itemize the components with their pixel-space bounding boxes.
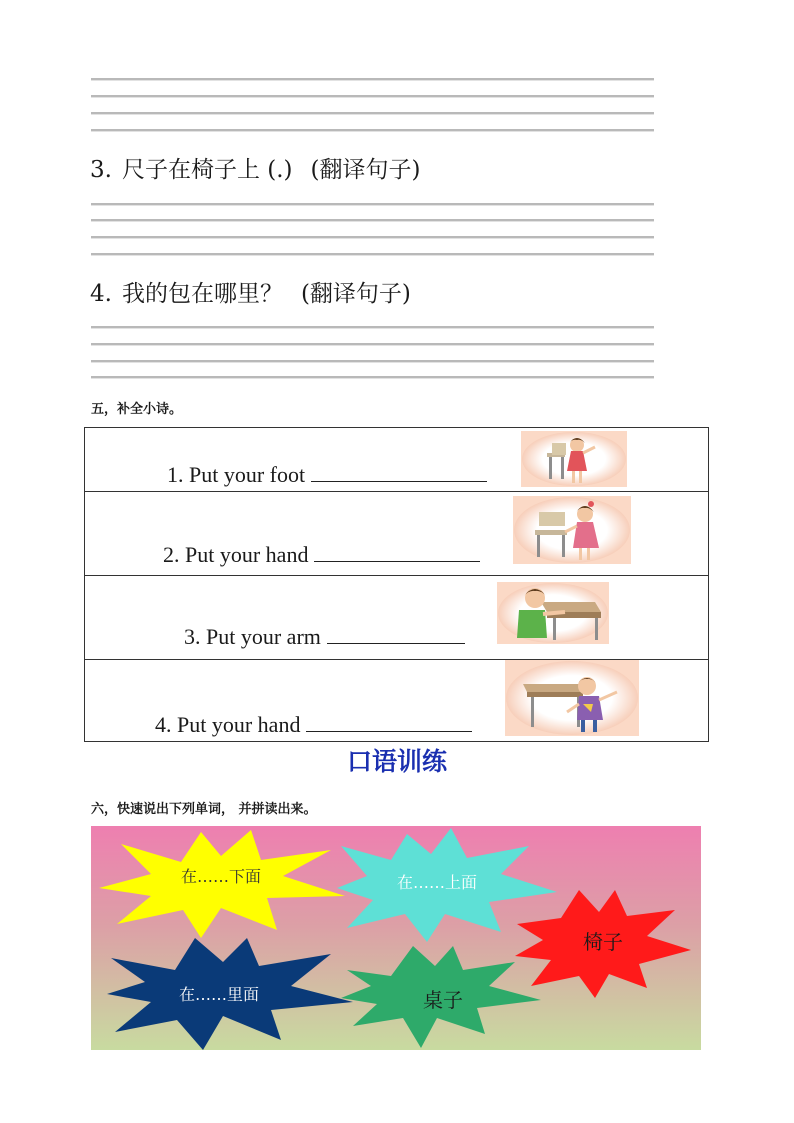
boy-hand-under-desk-image [505,660,639,736]
writing-lines-3[interactable] [91,326,654,380]
poem-row [85,428,708,492]
oral-training-title: 口语训练 [346,747,447,776]
writing-lines-2[interactable] [91,203,654,257]
burst-label-desk: 桌子 [423,988,463,1012]
girl-hand-on-chair-image [513,496,631,564]
question-3 [90,151,420,184]
question-number: 4. [90,281,112,307]
answer-blank[interactable] [327,625,465,644]
question-instruction: (翻译句子) [300,281,411,307]
section-5-title: 五，补全小诗。 [91,402,183,417]
answer-blank[interactable] [314,543,480,562]
burst-label-on: 在……上面 [397,873,478,892]
poem-line-text: 1. Put your foot [167,462,487,488]
question-number: 3. [90,157,112,183]
burst-label-under: 在……下面 [181,867,262,886]
answer-blank[interactable] [306,713,472,732]
writing-lines-1[interactable] [91,78,654,132]
girl-foot-on-chair-image [521,431,627,487]
question-4 [90,275,411,308]
boy-arm-on-desk-image [497,582,609,644]
poem-row [85,660,708,743]
burst-label-in: 在……里面 [179,985,260,1004]
question-text: 我的包在哪里？ [121,281,283,307]
poem-row [85,492,708,576]
section-6-title: 六，快速说出下列单词， 并拼读出来。 [91,802,317,817]
poem-line-text: 3. Put your arm [184,624,465,650]
poem-table [84,427,709,742]
poem-line-text: 4. Put your hand [155,712,472,738]
poem-row [85,576,708,660]
question-text: 尺子在椅子上 (.) [121,157,293,183]
poem-line-text: 2. Put your hand [163,542,480,568]
question-instruction: (翻译句子) [310,157,421,183]
burst-label-chair: 椅子 [583,930,623,954]
word-burst-panel [91,826,701,1050]
answer-blank[interactable] [311,463,487,482]
